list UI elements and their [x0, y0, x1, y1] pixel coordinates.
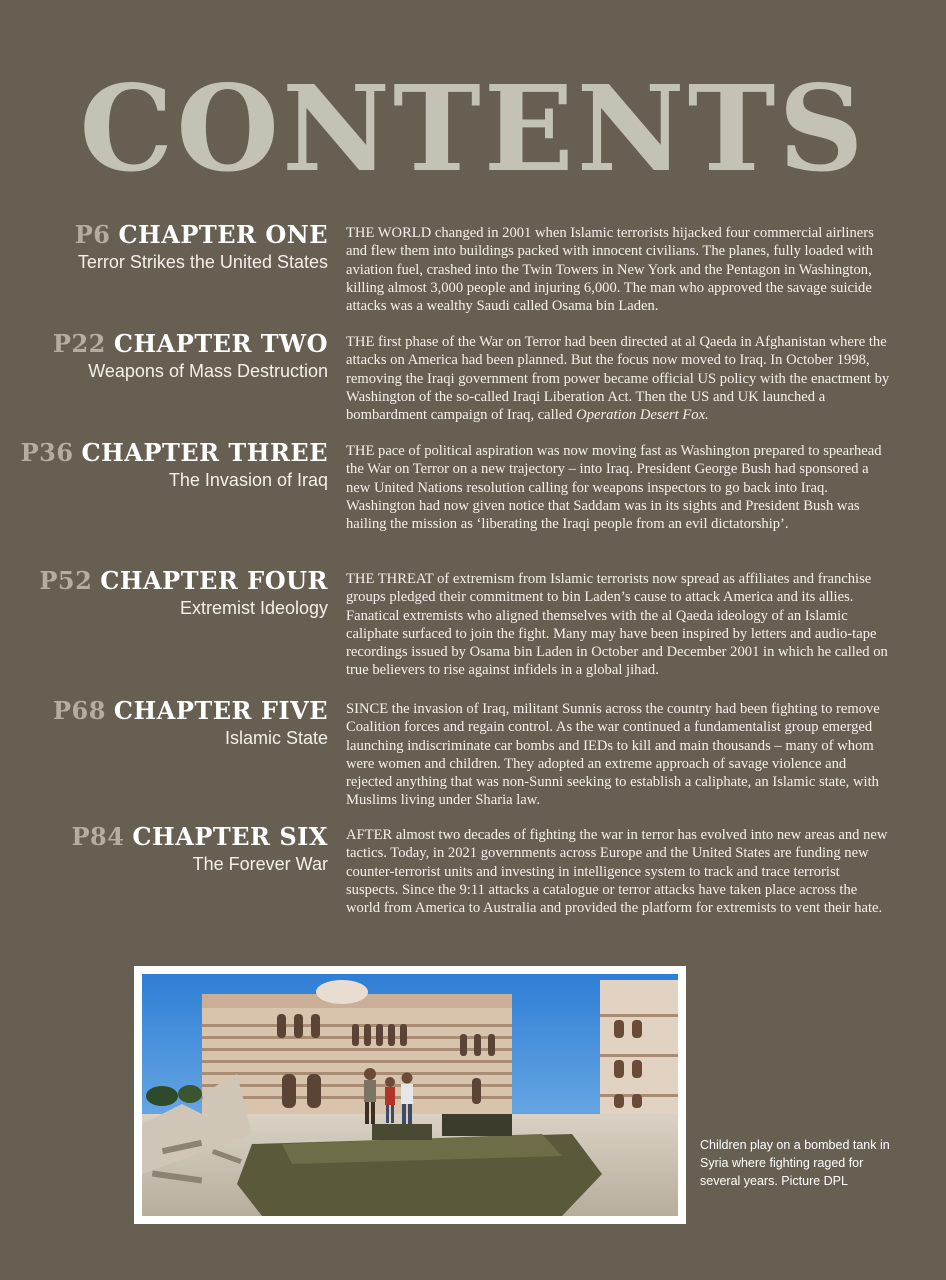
- chapter-subtitle: Extremist Ideology: [179, 598, 328, 618]
- chapter-page-number: P84: [71, 822, 125, 851]
- photo-caption: Children play on a bombed tank in Syria where fighting raged for several years. Picture DPL: [700, 1138, 890, 1188]
- chapter-page-number: P52: [39, 566, 93, 595]
- chapter-heading-block: [0, 822, 328, 876]
- chapter-summary: THE pace of political aspiration was now moving fast as Washington prepared to spearhead the War on Terror on a new trajectory – into Iraq. President George Bush had sponsored a new United Nations resolution calling for weapons inspectors to go back into Iraq. Washington had now given notice that Saddam was in its sights and President Bush was hailing the mission as ‘liberating the Iraqi people from an evil dictatorship’.: [346, 443, 882, 533]
- chapter-label: CHAPTER SIX: [132, 822, 328, 851]
- chapter-page-number: P6: [74, 220, 111, 249]
- chapter-subtitle: The Invasion of Iraq: [168, 470, 328, 490]
- chapter-summary: SINCE the invasion of Iraq, militant Sunnis across the country had been fighting to remove Coalition forces and regain control. As the war continued a fundamentalist group emerged launching indiscriminate car bombs and IEDs to kill and main thousands – many of whom were women and children. They adopted an extreme approach of savage violence and rejected anything that was non-Sunni seeking to establish a caliphate, an Islamic state, with Muslims living under Sharia law.: [346, 701, 880, 809]
- chapter-heading: [0, 822, 328, 852]
- chapter-heading: [0, 696, 328, 726]
- chapter-heading-block: [0, 696, 328, 750]
- chapter-heading-block: [0, 566, 328, 620]
- chapter-page-number: P68: [52, 696, 106, 725]
- chapter-label: CHAPTER THREE: [81, 438, 328, 467]
- chapter-heading-block: [0, 329, 328, 383]
- chapter-heading-block: [0, 220, 328, 274]
- chapter-label: CHAPTER TWO: [113, 329, 328, 358]
- war-damaged-street-photo: [142, 974, 678, 1216]
- chapter-heading-block: [0, 438, 328, 492]
- chapter-summary: THE THREAT of extremism from Islamic terrorists now spread as affiliates and franchise groups pledged their commitment to bin Laden’s cause to attack America and its allies. Fanatical extremists who aligned themselves with the al Qaeda ideology of an Islamic caliphate surfaced to join the fight. Many may have been inspired by letters and audio-tape recordings issued by Osama bin Laden in October and December 2001 in which he called on true believers to rise against infidels in a global jihad.: [346, 571, 888, 679]
- chapter-subtitle: Terror Strikes the United States: [77, 252, 328, 272]
- chapter-subtitle: Weapons of Mass Destruction: [88, 361, 328, 381]
- chapter-summary: THE WORLD changed in 2001 when Islamic terrorists hijacked four commercial airliners and flew them into buildings packed with innocent civilians. The planes, fully loaded with aviation fuel, crashed into the Twin Towers in New York and the Pentagon in Washington, killing almost 3,000 people and injuring 6,000. The man who approved the savage suicide attacks was a wealthy Saudi called Osama bin Laden.: [346, 225, 874, 315]
- chapter-heading: [0, 438, 328, 468]
- page-title: CONTENTS: [79, 59, 867, 198]
- chapter-label: CHAPTER FOUR: [100, 566, 328, 595]
- chapter-heading: [0, 329, 328, 359]
- chapter-summary: [346, 333, 894, 424]
- chapter-label: CHAPTER ONE: [118, 220, 328, 249]
- chapter-subtitle: The Forever War: [192, 854, 328, 874]
- chapter-page-number: P36: [20, 438, 74, 467]
- photo-illustration: [142, 974, 678, 1216]
- chapter-summary: AFTER almost two decades of fighting the war in terror has evolved into new areas and new tactics. Today, in 2021 governments across Europe and the United States are funding new counter-terrorist units and investing in intelligence system to track and trace terrorist suspects. Since the 9:11 attacks a catalogue or terror attacks have taken place across the world from America to Australia and provided the platform for extremists to vent their hate.: [346, 827, 888, 917]
- chapter-heading: [0, 566, 328, 596]
- photo-frame: [134, 966, 686, 1224]
- chapter-page-number: P22: [52, 329, 106, 358]
- chapter-heading: [0, 220, 328, 250]
- chapter-subtitle: Islamic State: [224, 728, 328, 748]
- chapter-summary-italic: Operation Desert Fox.: [576, 407, 709, 424]
- chapter-label: CHAPTER FIVE: [113, 696, 328, 725]
- chapter-summary-text: THE first phase of the War on Terror had been directed at al Qaeda in Afghanistan where the attacks on America had been planned. But the focus now moved to Iraq. In October 1998, removing the Iraqi government from power became official US policy with the enactment by Washington of the so-called Iraqi Liberation Act. Then the US and UK launched a bombardment campaign of Iraq, called: [346, 334, 890, 424]
